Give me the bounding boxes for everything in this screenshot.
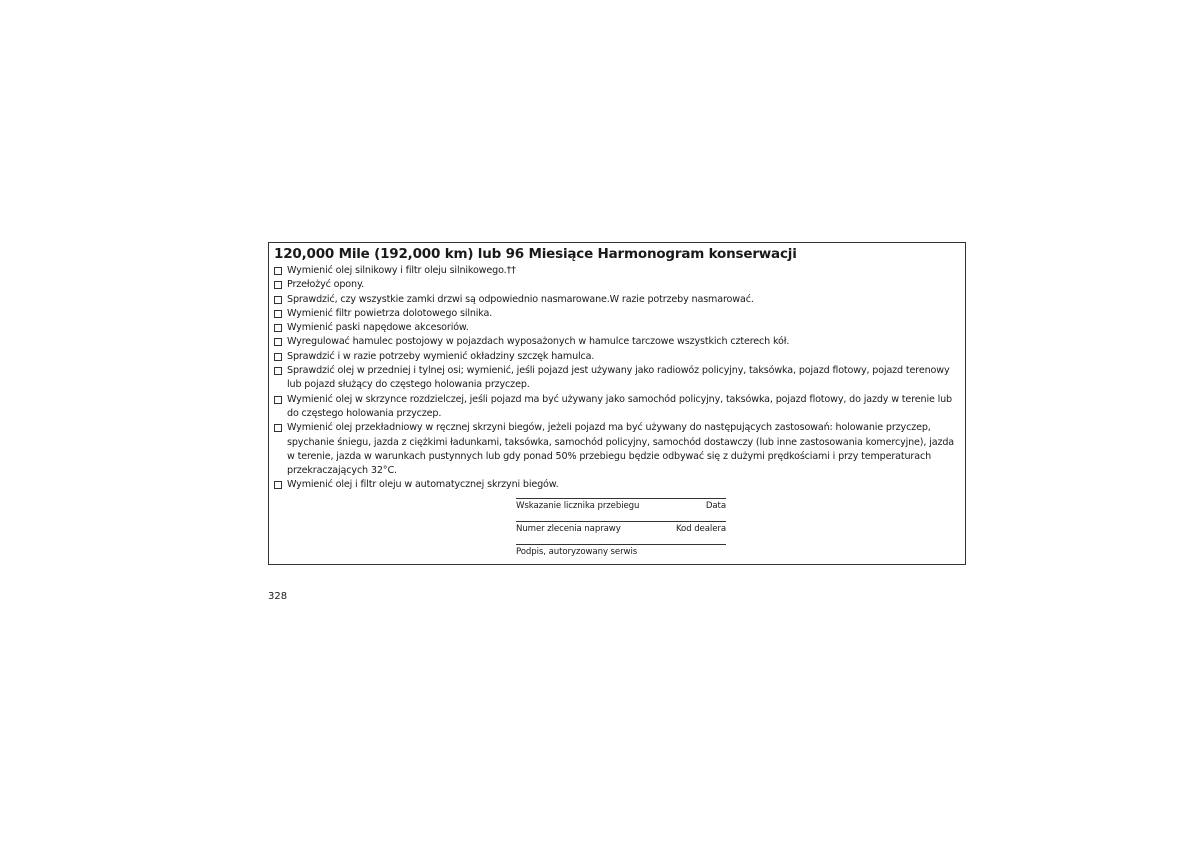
- checkbox-icon[interactable]: [274, 267, 282, 275]
- checklist-item: [274, 364, 959, 393]
- checkbox-icon[interactable]: [274, 310, 282, 318]
- schedule-title: 120,000 Mile (192,000 km) lub 96 Miesiące Harmonogram konserwacji: [274, 246, 797, 262]
- checkbox-icon[interactable]: [274, 396, 282, 404]
- checklist-item: [274, 335, 959, 349]
- checklist-item-text: Wymienić filtr powietrza dolotowego silnika.: [287, 307, 493, 319]
- repair-order-label: Numer zlecenia naprawy: [516, 524, 621, 534]
- checklist-item: [274, 478, 959, 492]
- signature-row-repair-order[interactable]: [516, 521, 726, 544]
- checkbox-icon[interactable]: [274, 424, 282, 432]
- checkbox-icon[interactable]: [274, 324, 282, 332]
- dealer-code-label: Kod dealera: [675, 524, 726, 534]
- checklist-item: [274, 421, 959, 478]
- checkbox-icon[interactable]: [274, 481, 282, 489]
- checklist-item-text: Wymienić paski napędowe akcesoriów.: [287, 322, 469, 334]
- odometer-label: Wskazanie licznika przebiegu: [516, 501, 640, 511]
- checklist-item-text: Wymienić olej i filtr oleju w automatycznej skrzyni biegów.: [287, 479, 559, 491]
- checklist-item-text: Sprawdzić olej w przedniej i tylnej osi; wymienić, jeśli pojazd jest używany jako radiowóz policyjny, taksówka, pojazd flotowy, pojazd terenowy lub pojazd służący do częstego holowania przyczep.: [287, 365, 950, 391]
- checkbox-icon[interactable]: [274, 353, 282, 361]
- checklist-item-text: Wymienić olej przekładniowy w ręcznej skrzyni biegów, jeżeli pojazd ma być używany do następujących zastosowań: holowanie przyczep, spychanie śniegu, jazda z ciężkimi ładunkami, taksówka, samochód policyjny, samochód dostawczy (lub inne zastosowania komercyjne), jazda w terenie, jazda w warunkach pustynnych lub gdy ponad 50% przebiegu będzie odbywać się z dużymi prędkościami i przy temperaturach przekraczających 32°C.: [287, 422, 955, 477]
- checklist-item: [274, 307, 959, 321]
- checklist-item-text: Sprawdzić, czy wszystkie zamki drzwi są odpowiednio nasmarowane.W razie potrzeby nasmarować.: [287, 293, 754, 305]
- checklist-item: [274, 393, 959, 422]
- maintenance-checklist: [274, 264, 959, 493]
- signature-row-odometer[interactable]: [516, 498, 726, 521]
- checkbox-icon[interactable]: [274, 281, 282, 289]
- signature-label: Podpis, autoryzowany serwis: [516, 547, 638, 557]
- checklist-item: [274, 264, 959, 278]
- checklist-item-text: Wyregulować hamulec postojowy w pojazdach wyposażonych w hamulce tarczowe wszystkich czterech kół.: [287, 336, 790, 348]
- checklist-item-text: Wymienić olej w skrzynce rozdzielczej, jeśli pojazd ma być używany jako samochód policyjny, taksówka, pojazd flotowy, do jazdy w terenie lub do częstego holowania przyczep.: [287, 393, 952, 419]
- checkbox-icon[interactable]: [274, 296, 282, 304]
- signature-block: [516, 498, 726, 567]
- maintenance-schedule-box: [268, 242, 966, 565]
- checklist-item: [274, 278, 959, 292]
- page-number: 328: [268, 591, 288, 602]
- signature-row-service[interactable]: [516, 544, 726, 567]
- checkbox-icon[interactable]: [274, 338, 282, 346]
- date-label: Data: [705, 501, 726, 511]
- checklist-item: [274, 350, 959, 364]
- checklist-item-text: Wymienić olej silnikowy i filtr oleju silnikowego.††: [287, 265, 516, 276]
- checkbox-icon[interactable]: [274, 367, 282, 375]
- checklist-item: [274, 293, 959, 307]
- checklist-item-text: Przełożyć opony.: [287, 279, 365, 291]
- checklist-item-text: Sprawdzić i w razie potrzeby wymienić okładziny szczęk hamulca.: [287, 350, 595, 362]
- checklist-item: [274, 321, 959, 335]
